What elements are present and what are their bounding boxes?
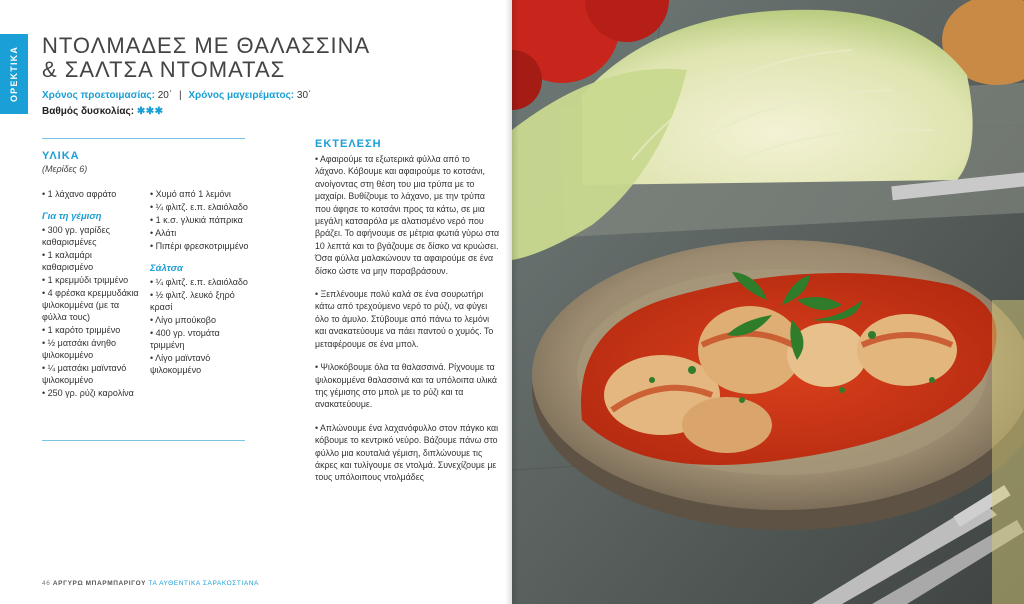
page-footer <box>42 580 259 587</box>
ingredient-item: • 400 γρ. ντομάτα τριμμένη <box>150 327 250 351</box>
ingredient-item: • 300 γρ. γαρίδες καθαρισμένες <box>42 224 144 248</box>
ingredient-item: • Αλάτι <box>150 227 250 239</box>
book-spine-shadow <box>505 0 519 604</box>
olive-oil-bottle <box>992 300 1024 604</box>
recipe-title-line-2: & ΣΑΛΤΣΑ ΝΤΟΜΑΤΑΣ <box>42 57 286 82</box>
ingredient-item: • 1 κ.σ. γλυκιά πάπρικα <box>150 214 250 226</box>
method-step: • Απλώνουμε ένα λαχανόφυλλο στον πάγκο και κόβουμε το κεντρικό νεύρο. Βάζουμε πάνω στο φύλλο μια κουταλιά γέμιση, διπλώνουμε τις άκρες και τυλίγουμε σε ντολμά. Συνεχίζουμε με τους υπόλοιπους ντολμάδες <box>315 422 500 484</box>
ingredient-item: • 1 κρεμμύδι τριμμένο <box>42 274 144 286</box>
ingredient-item: • 1 καρότο τριμμένο <box>42 324 144 336</box>
ingredient-item: • Πιπέρι φρεσκοτριμμένο <box>150 240 250 252</box>
ingredient-item: • ½ ματσάκι άνηθο ψιλοκομμένο <box>42 337 144 361</box>
dolma <box>698 306 802 394</box>
ingredient-item: • 1 καλαμάρι καθαρισμένο <box>42 249 144 273</box>
ingredient-item: • Λίγο μαϊντανό ψιλοκομμένο <box>150 352 250 376</box>
ingredients-heading: ΥΛΙΚΑ <box>42 150 80 162</box>
ingredients-top-rule <box>42 138 245 139</box>
recipe-times <box>42 90 311 101</box>
sauce-subheading: Σάλτσα <box>150 263 183 274</box>
stuffed-cabbage-photo <box>512 0 1024 604</box>
footer-book-title: ΤΑ ΑΥΘΕΝΤΙΚΑ ΣΑΡΑΚΟΣΤΙΑΝΑ <box>148 580 259 587</box>
recipe-title-line-1: ΝΤΟΛΜΑΔΕΣ ΜΕ ΘΑΛΑΣΣΙΝΑ <box>42 33 371 58</box>
ingredient-item: • 4 φρέσκα κρεμμυδάκια ψιλοκομμένα (με τα φύλλα τους) <box>42 287 144 323</box>
ingredient-item: • 1 λάχανο αφράτο <box>42 188 144 200</box>
method-step: • Ψιλοκόβουμε όλα τα θαλασσινά. Ρίχνουμε τα ψιλοκομμένα θαλασσινά και τα υπόλοιπα υλικά της γέμισης στο μπολ με το ρύζι και τα ανακατεύουμε. <box>315 361 500 411</box>
ingredient-item: • ½ φλιτζ. λευκό ξηρό κρασί <box>150 289 250 313</box>
ingredients-column-1 <box>42 188 144 400</box>
section-tab-label: ΟΡΕΚΤΙΚΑ <box>9 45 20 103</box>
ingredients-column-2 <box>150 188 250 377</box>
method-steps <box>315 153 500 495</box>
cook-time-value: 30΄ <box>296 90 312 101</box>
method-step: • Αφαιρούμε τα εξωτερικά φύλλα από το λάχανο. Κόβουμε και αφαιρούμε το κοτσάνι, ανοίγοντας στη θέση του μια τρύπα με το μαχαίρι. Βυθίζουμε το λάχανο, με την τρύπα που άφησε το κοτσάνι προς τα κάτω, σε μια μεγάλη κατσαρόλα με αλατισμένο νερό που βράζει. Το αφήνουμε σε μέτρια φωτιά γύρω στα 10 λεπτά και το βγάζουμε σε δίσκο να κρυώσει. Όσα φύλλα μαλακώνουν τα αφαιρούμε σε ένα δίσκο ώστε να μην παραβράσουν. <box>315 153 500 277</box>
ingredient-item: • ¼ φλιτζ. ε.π. ελαιόλαδο <box>150 201 250 213</box>
ingredient-item: • Λίγο μπούκοβο <box>150 314 250 326</box>
times-separator: | <box>178 90 182 101</box>
ingredient-item: • ¼ ματσάκι μαϊντανό ψιλοκομμένο <box>42 362 144 386</box>
section-tab <box>0 34 28 114</box>
ingredient-item: • ¼ φλιτζ. ε.π. ελαιόλαδο <box>150 276 250 288</box>
method-step: • Ξεπλένουμε πολύ καλά σε ένα σουρωτήρι κάτω από τρεχούμενο νερό το ρύζι, να φύγει όλο το άμυλο. Στύβουμε από πάνω το λεμόνι και ανακατεύουμε να πάει παντού ο χυμός. Το μεταφέρουμε σε ένα μπολ. <box>315 288 500 350</box>
prep-time-label: Χρόνος προετοιμασίας: <box>42 90 155 101</box>
difficulty-label: Βαθμός δυσκολίας: <box>42 106 135 117</box>
difficulty-rating <box>42 106 164 117</box>
prep-time-value: 20΄ <box>157 90 173 101</box>
ingredient-item: • Χυμό από 1 λεμόνι <box>150 188 250 200</box>
recipe-title <box>42 34 370 82</box>
filling-subheading: Για τη γέμιση <box>42 211 102 222</box>
ingredient-item: • 250 γρ. ρύζι καρολίνα <box>42 387 144 399</box>
method-heading: ΕΚΤΕΛΕΣΗ <box>315 138 382 150</box>
difficulty-stars: ✱✱✱ <box>136 106 164 117</box>
cook-time-label: Χρόνος μαγειρέματος: <box>188 90 295 101</box>
food-photo <box>512 0 1024 604</box>
page-number: 46 <box>42 580 51 587</box>
ingredients-bottom-rule <box>42 440 245 441</box>
servings-text: (Μερίδες 6) <box>42 164 88 174</box>
dolma <box>682 397 772 453</box>
footer-author: ΑΡΓΥΡΩ ΜΠΑΡΜΠΑΡΙΓΟΥ <box>52 580 147 587</box>
dolma <box>857 314 957 386</box>
